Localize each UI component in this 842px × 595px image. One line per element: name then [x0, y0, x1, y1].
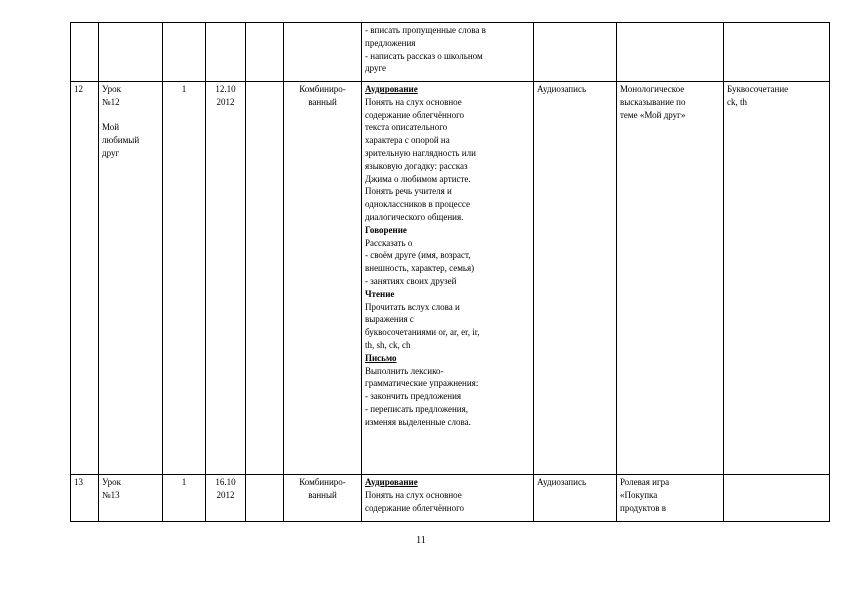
table-row-continuation — [71, 23, 830, 82]
cell-homework — [724, 475, 830, 522]
lesson-number: 12 — [74, 84, 83, 94]
text-line: грамматические упражнения: — [365, 378, 479, 389]
text-line: Урок — [102, 84, 121, 94]
cell-num — [71, 23, 99, 82]
text-line: Понять на слух основное — [365, 489, 462, 500]
cell-homework — [724, 82, 830, 475]
cell-activities — [362, 475, 534, 522]
section-heading-reading: Чтение — [365, 288, 395, 299]
date-line: 16.10 — [215, 477, 236, 487]
text-line: Прочитать вслух слова и — [365, 301, 460, 312]
date-line: 12.10 — [215, 84, 236, 94]
text-line: «Покупка — [620, 489, 658, 500]
cell-type — [284, 23, 362, 82]
text-line: теме «Мой друг» — [620, 109, 686, 120]
text-line: Монологическое — [620, 84, 685, 94]
text-line: высказывание по — [620, 96, 686, 107]
cell-hours — [163, 23, 206, 82]
text-line: №12 — [102, 96, 120, 107]
cell-date-plan — [206, 82, 246, 475]
text-line: Выполнить лексико- — [365, 365, 444, 376]
text-line: друг — [102, 147, 120, 158]
text-line: - закончить предложения — [365, 391, 462, 402]
cell-activities — [362, 82, 534, 475]
text-line: содержание облегчённого — [365, 502, 465, 513]
text-line: диалогического общения. — [365, 211, 464, 222]
cell-type — [284, 82, 362, 475]
text-line: друге — [365, 63, 387, 74]
page-number: 11 — [416, 535, 426, 546]
text-line: Мой — [102, 122, 120, 133]
text-line: - написать рассказ о школьном — [365, 50, 483, 61]
cell-equipment — [534, 23, 617, 82]
cell-num — [71, 82, 99, 475]
text-line: Джима о любимом артисте. — [365, 173, 471, 184]
text-line: ванный — [308, 489, 337, 500]
text-line: любимый — [102, 135, 140, 146]
cell-date-fact — [246, 82, 284, 475]
cell-control — [617, 23, 724, 82]
text-line: №13 — [102, 489, 120, 500]
cell-type — [284, 475, 362, 522]
text-line: текста описательного — [365, 122, 448, 133]
hours-value: 1 — [181, 84, 187, 94]
text-line: Рассказать о — [365, 237, 413, 248]
text-line: Комбиниро- — [299, 477, 346, 487]
text-line: внешность, характер, семья) — [365, 263, 475, 274]
cell-date-fact — [246, 23, 284, 82]
text-line: предложения — [365, 37, 416, 48]
equipment-value: Аудиозапись — [537, 477, 587, 487]
table-row-lesson-13 — [71, 475, 830, 522]
section-heading-writing: Письмо — [365, 352, 397, 363]
cell-hours — [163, 475, 206, 522]
text-line: - переписать предложения, — [365, 403, 468, 414]
text-line: - занятиях своих друзей — [365, 275, 457, 286]
text-line: Буквосочетание — [727, 84, 789, 94]
cell-date-plan — [206, 23, 246, 82]
lesson-plan-table — [70, 22, 830, 522]
text-line: - вписать пропущенные слова в — [365, 25, 486, 35]
cell-topic — [99, 82, 163, 475]
section-heading-speaking: Говорение — [365, 224, 407, 235]
section-heading-listening: Аудирование — [365, 477, 418, 487]
cell-control — [617, 475, 724, 522]
spacer — [102, 109, 159, 122]
cell-date-fact — [246, 475, 284, 522]
cell-control — [617, 82, 724, 475]
text-line: ванный — [308, 96, 337, 107]
cell-num — [71, 475, 99, 522]
text-line: языковую догадку: рассказ — [365, 160, 468, 171]
section-heading-listening: Аудирование — [365, 84, 418, 94]
text-line: выражения с — [365, 314, 414, 325]
cell-activities — [362, 23, 534, 82]
text-line: изменяя выделенные слова. — [365, 416, 471, 427]
cell-homework — [724, 23, 830, 82]
text-line: Комбиниро- — [299, 84, 346, 94]
text-line: содержание облегчённого — [365, 109, 465, 120]
cell-topic — [99, 475, 163, 522]
cell-equipment — [534, 82, 617, 475]
text-line: одноклассников в процессе — [365, 199, 470, 210]
date-line: 2012 — [216, 489, 235, 500]
text-line: ck, th — [727, 96, 747, 107]
table-row-lesson-12 — [71, 82, 830, 475]
text-line: продуктов в — [620, 502, 666, 513]
text-line: - своём друге (имя, возраст, — [365, 250, 471, 261]
text-line: th, sh, ck, ch — [365, 339, 411, 350]
text-line: Ролевая игра — [620, 477, 670, 487]
cell-date-plan — [206, 475, 246, 522]
text-line: Понять речь учителя и — [365, 186, 452, 197]
text-line: зрительную наглядность или — [365, 147, 476, 158]
text-line: Урок — [102, 477, 121, 487]
text-line: характера с опорой на — [365, 135, 450, 146]
equipment-value: Аудиозапись — [537, 84, 587, 94]
text-line: буквосочетаниями or, ar, er, ir, — [365, 327, 480, 338]
text-line: Понять на слух основное — [365, 96, 462, 107]
cell-equipment — [534, 475, 617, 522]
cell-topic — [99, 23, 163, 82]
cell-hours — [163, 82, 206, 475]
lesson-number: 13 — [74, 477, 83, 487]
date-line: 2012 — [216, 96, 235, 107]
hours-value: 1 — [181, 477, 187, 487]
